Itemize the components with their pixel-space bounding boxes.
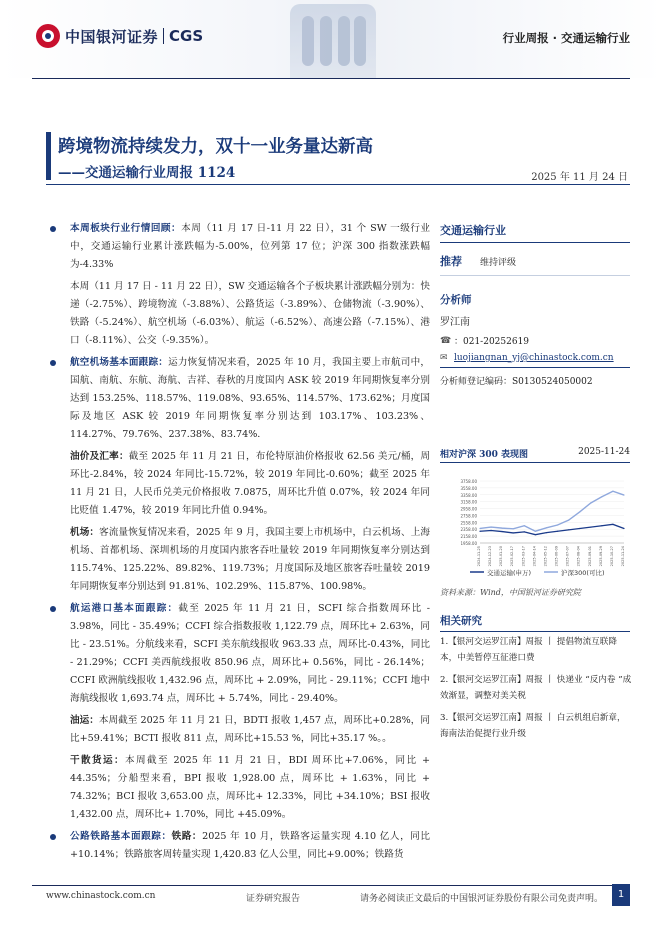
section-text: 2025 年 10 月，铁路客运量实现 4.10 亿人，同比+10.14%；铁路旅客周转量实现 1,420.83 亿人公里，同比+9.00%；铁路货 <box>70 831 431 860</box>
y-tick-label: 3758.00 <box>460 479 477 484</box>
analyst-name: 罗江南 <box>440 317 470 328</box>
data-point <box>601 496 602 497</box>
bullet-icon <box>50 226 56 232</box>
x-tick-label: 2024-11-25 <box>477 546 481 567</box>
logo-english: CGS <box>169 27 204 45</box>
footer-label: 证券研究报告 <box>246 894 301 904</box>
related-item[interactable]: 2.【银河交运罗江南】周报 丨 快递业 “反内卷 ”成效渐显，调整对美关税 <box>440 675 632 701</box>
report-title: 跨境物流持续发力，双十一业务量达新高 <box>58 137 373 157</box>
data-point <box>524 525 525 526</box>
y-tick-label: 2358.00 <box>460 527 477 533</box>
data-point <box>579 528 580 529</box>
data-point <box>535 534 536 535</box>
section-sublead: 铁路： <box>171 831 203 842</box>
section-text: 本周（11 月 17 日-11 月 22 日），31 个 SW 一级行业中，交通运输行业累计涨跌幅为-5.00%，位列第 17 位；沪深 300 指数涨跌幅为-4.33% <box>70 223 431 270</box>
y-tick-label: 2558.00 <box>460 520 477 526</box>
para-lead: 干散货运： <box>70 755 126 766</box>
report-subtitle: ——交通运输行业周报 1124 <box>58 165 236 181</box>
related-item[interactable]: 3.【银河交运罗江南】周报 丨 白云机组启新章，海南法治促提行业升级 <box>440 713 626 739</box>
chart-container <box>440 462 630 582</box>
x-tick-label: 2025-09-29 <box>598 546 603 567</box>
y-tick-label: 1958.00 <box>460 541 477 546</box>
main-content <box>50 220 430 868</box>
section-lead: 航空机场基本面跟踪： <box>70 357 169 368</box>
footer-website[interactable]: www.chinastock.com.cn <box>46 891 156 901</box>
para-text: 本周截至 2025 年 11 月 21 日，BDTI 报收 1,457 点，周环比+0.28%，同比+59.41%；BCTI 报收 811 点，周环比+15.53 %，同比+35.17 %。。 <box>70 715 431 744</box>
footer-disclaimer: 请务必阅读正文最后的中国银河证券股份有限公司免责声明。 <box>360 894 604 904</box>
data-point <box>513 532 514 533</box>
paragraph-airport <box>50 524 430 596</box>
related-research-heading: 相关研究 <box>440 613 630 632</box>
paragraph-oil-fx <box>50 448 430 520</box>
brand-logo[interactable] <box>36 24 203 48</box>
section-aviation <box>50 354 430 444</box>
analyst-heading: 分析师 <box>440 294 472 306</box>
section-lead: 公路铁路基本面跟踪： <box>70 831 172 842</box>
y-tick-label: 3158.00 <box>460 499 477 505</box>
section-road-rail <box>50 828 430 864</box>
x-tick-label: 2025-10-27 <box>609 546 614 567</box>
header-divider <box>32 78 630 79</box>
x-tick-label: 2025-05-12 <box>543 546 548 567</box>
rating-value: 维持评级 <box>480 258 517 268</box>
paragraph-dry-bulk <box>50 752 430 824</box>
x-tick-label: 2025-09-01 <box>587 546 592 567</box>
logo-icon <box>36 24 60 48</box>
legend-label-1: 交通运输(申万) <box>487 569 532 577</box>
analyst-email-row <box>440 353 630 363</box>
paragraph-tanker <box>50 712 430 748</box>
data-point <box>623 494 624 495</box>
data-point <box>546 527 547 528</box>
analyst-phone-row <box>440 334 630 347</box>
bullet-icon <box>50 606 56 612</box>
section-text: 截至 2025 年 11 月 21 日，SCFI 综合指数周环比 - 3.98%，同比 - 35.49%；CCFI 综合指数报收 1,122.79 点，周环比+ 2.63%，同比 - 23.51%。分航线来看，SCFI 美东航线报收 963.33 点，周环比-0.43%，同比 - 21.29%；CCFI 美西航线报收 850.96 点，周环比+ 0.56%，同比 - 26.14%；CCFI 欧洲航线报收 1,432.96 点，周环比 + 2.09%，同比 - 29.11%；CCFI 地中海航线报收 1,693.74 点，周环比 + 5.74%，同比 - 29.40%。 <box>70 603 431 704</box>
section-market-review <box>50 220 430 274</box>
paragraph-subsectors: 本周（11 月 17 日 - 11 月 22 日），SW 交通运输各个子板块累计涨跌幅分别为：快递（-2.75%）、跨境物流（-3.88%）、公路货运（-3.89%）、仓储物流（-3.90%）、铁路（-5.24%）、航空机场（-6.03%）、航运（-6.52%）、高速公路（-7.15%）、港口（-8.11%）、公交（-9.35%）。 <box>70 281 430 346</box>
x-tick-label: 2025-06-09 <box>554 546 559 567</box>
x-tick-label: 2025-03-17 <box>521 546 526 567</box>
rating-row <box>440 253 630 276</box>
chart-title: 相对沪深 300 表现图 <box>440 450 529 460</box>
title-accent-bar <box>46 132 51 180</box>
y-tick-label: 3558.00 <box>460 485 477 491</box>
phone-icon: ☎ <box>440 335 452 346</box>
analyst-divider <box>440 367 630 368</box>
data-point <box>535 531 536 532</box>
analyst-email-link[interactable]: luojiangnan_yj@chinastock.com.cn <box>454 353 614 363</box>
data-point <box>568 529 569 530</box>
x-tick-label: 2025-11-24 <box>621 546 625 567</box>
para-lead: 机场： <box>70 527 100 538</box>
para-lead: 油运： <box>70 715 99 726</box>
mail-icon: ✉ <box>440 353 448 363</box>
data-point <box>623 528 624 529</box>
data-point <box>502 528 503 529</box>
industry-heading: 交通运输行业 <box>440 222 630 243</box>
x-tick-label: 2025-08-04 <box>576 546 581 567</box>
x-tick-label: 2025-01-20 <box>499 546 504 567</box>
page-header <box>0 0 662 78</box>
data-point <box>612 491 613 492</box>
x-tick-label: 2024-12-23 <box>488 546 493 567</box>
rating-label: 推荐 <box>440 255 462 268</box>
cgs-watermark <box>290 4 376 78</box>
sidebar <box>440 222 630 387</box>
para-lead: 油价及汇率： <box>70 451 129 462</box>
data-point <box>557 524 558 525</box>
data-point <box>490 526 491 527</box>
bullet-icon <box>50 834 56 840</box>
data-point <box>557 531 558 532</box>
data-point <box>579 511 580 512</box>
data-point <box>568 520 569 521</box>
data-point <box>601 525 602 526</box>
footer-divider <box>32 885 630 886</box>
section-text: 运力恢复情况来看，2025 年 10 月，我国主要上市航司中，国航、南航、东航、海航、吉祥、春秋的月度国内 ASK 较 2019 年同期恢复率分别达到 153.25%、118.57%、119.08%、93.65%、114.57%、173.62%；月度国际及地区 ASK 较 2019 年同期恢复率分别达到 103.17%、103.23%、114.27%、79.76%、237.38%、83.74%. <box>70 357 430 440</box>
analyst-reg-code: 分析师登记编码：S0130524050002 <box>440 377 593 387</box>
related-item[interactable]: 1.【银河交运罗江南】周报 丨 提倡物流互联降本，中美暂停互征港口费 <box>440 637 617 663</box>
page-number: 1 <box>612 884 630 906</box>
chart-date: 2025-11-24 <box>578 447 630 457</box>
para-text: 本周截至 2025 年 11 月 21 日，BDI 周环比+7.06%，同比 + 44.35%；分船型来看，BPI 报收 1,928.00 点，周环比 + 1.63%，同比 + 74.32%；BCI 报收 3,653.00 点，周环比+ 12.33%，同比 +34.10%；BSI 报收 1,432.00 点，周环比+ 1.70%，同比 +45.09%。 <box>70 755 430 820</box>
bullet-icon <box>50 360 56 366</box>
section-lead: 航运港口基本面跟踪： <box>70 603 179 614</box>
y-tick-label: 2758.00 <box>460 513 477 519</box>
x-tick-label: 2025-02-17 <box>510 546 515 567</box>
data-point <box>524 531 525 532</box>
header-category: 行业周报 · 交通运输行业 <box>502 31 630 45</box>
para-text: 截至 2025 年 11 月 21 日，布伦特原油价格报收 62.56 美元/桶，周环比-2.84%，较 2024 年同比-15.72%，较 2019 年同比-0.60%；截至 2025 年 11 月 21 日，人民币兑美元价格报收 7.0875，周环比升值 0.07%，较 2024 年同比贬值 1.47%，较 2019 年同比升值 0.94%。 <box>70 451 430 516</box>
data-point <box>590 526 591 527</box>
para-text: 客流量恢复情况来看，2025 年 9 月，我国主要上市机场中，白云机场、上海机场、首都机场、深圳机场的月度国内旅客吞吐量较 2019 年同期恢复率分别达到 115.74%、125.22%、89.82%、119.73%；月度国际及地区旅客吞吐量较 2019 年同期恢复率分别达到 91.81%、102.29%、115.87%、100.98%。 <box>70 527 431 592</box>
data-point <box>479 528 480 529</box>
data-point <box>513 528 514 529</box>
logo-divider <box>163 28 164 44</box>
x-tick-label: 2025-07-07 <box>565 546 570 567</box>
report-date: 2025 年 11 月 24 日 <box>531 172 628 183</box>
y-tick-label: 2158.00 <box>460 534 477 540</box>
logo-chinese: 中国银河证券 <box>65 27 159 46</box>
x-tick-label: 2025-04-14 <box>532 546 537 567</box>
analyst-phone: ：021-20252619 <box>454 337 530 347</box>
y-tick-label: 2958.00 <box>460 506 477 512</box>
section-lead: 本周板块行业行情回顾： <box>70 223 182 234</box>
data-point <box>612 524 613 525</box>
section-shipping <box>50 600 430 708</box>
data-point <box>546 532 547 533</box>
chart-header <box>440 447 630 460</box>
y-tick-label: 3358.00 <box>460 492 477 498</box>
legend-label-2: 沪深300(可比) <box>561 569 605 577</box>
data-point <box>502 531 503 532</box>
related-research-list <box>440 634 632 748</box>
chart-source: 资料来源：Wind，中国银河证券研究院 <box>440 588 581 597</box>
data-point <box>590 502 591 503</box>
title-divider <box>46 184 630 185</box>
data-point <box>490 530 491 531</box>
data-point <box>479 531 480 532</box>
relative-performance-chart <box>440 463 630 583</box>
